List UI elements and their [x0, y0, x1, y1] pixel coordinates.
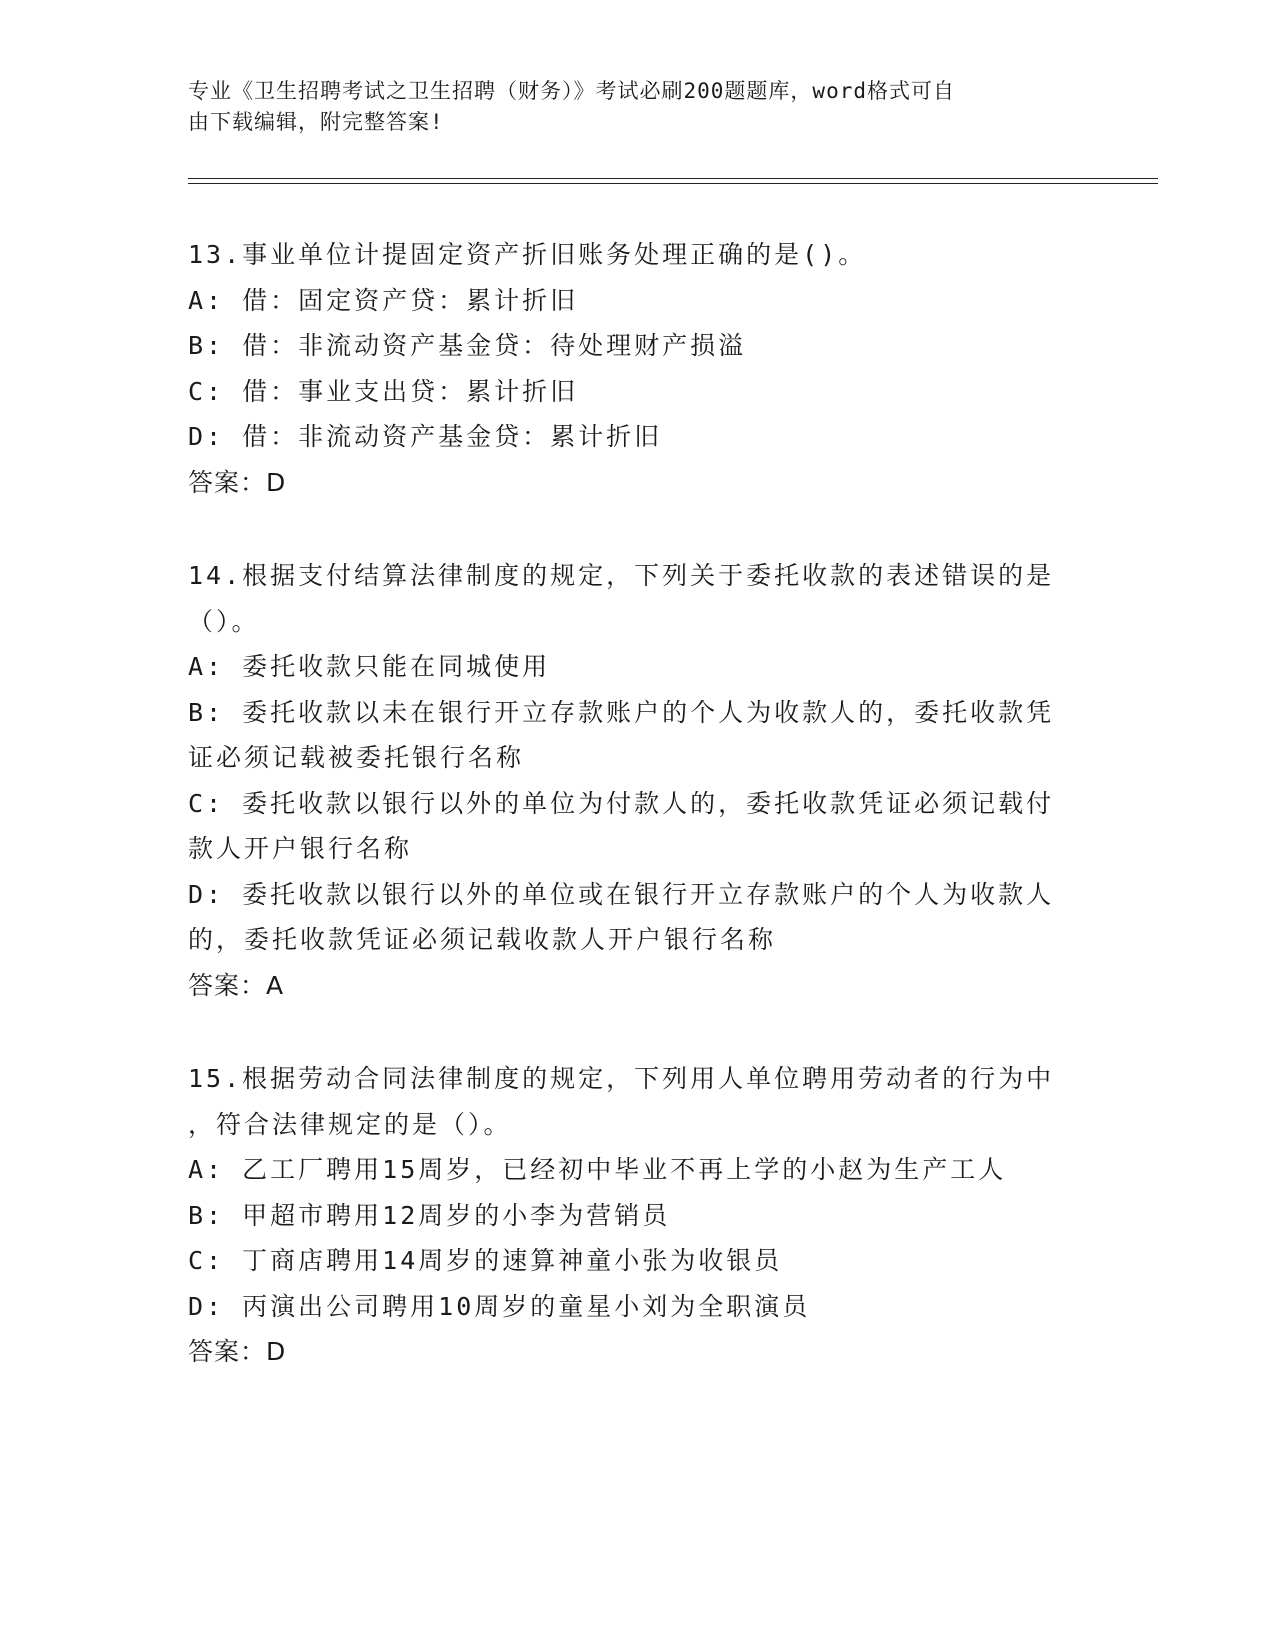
answer-line: 答案：A [188, 970, 285, 1000]
header-divider-top [188, 178, 1158, 179]
option-b: B: 借：非流动资产基金贷：待处理财产损溢 [188, 331, 747, 360]
option-d: D: 委托收款以银行以外的单位或在银行开立存款账户的个人为收款人 [188, 879, 1055, 909]
option-a: A: 借：固定资产贷：累计折旧 [188, 285, 579, 315]
header-divider-bottom [188, 183, 1158, 184]
intro-line-1: 专业《卫生招聘考试之卫生招聘（财务）》考试必刷200题题库，word格式可自 [188, 79, 955, 103]
option-c: C: 丁商店聘用14周岁的速算神童小张为收银员 [188, 1246, 783, 1275]
option-a: A: 委托收款只能在同城使用 [188, 652, 551, 681]
option-b: B: 甲超市聘用12周岁的小李为营销员 [188, 1200, 671, 1230]
option-c: C: 委托收款以银行以外的单位为付款人的，委托收款凭证必须记载付 [188, 788, 1055, 818]
question-14 [188, 553, 1078, 1008]
question-stem-continued: ，符合法律规定的是（）。 [188, 1109, 512, 1139]
option-c-continued: 款人开户银行名称 [188, 834, 413, 863]
option-a: A: 乙工厂聘用15周岁，已经初中毕业不再上学的小赵为生产工人 [188, 1155, 1007, 1184]
document-intro [188, 76, 1068, 138]
question-stem: 13.事业单位计提固定资产折旧账务处理正确的是()。 [188, 240, 867, 269]
option-b-continued: 证必须记载被委托银行名称 [188, 743, 525, 772]
option-b: B: 委托收款以未在银行开立存款账户的个人为收款人的，委托收款凭 [188, 697, 1055, 727]
answer-line: 答案：D [188, 1337, 287, 1366]
question-list [188, 232, 1078, 1423]
option-d-continued: 的，委托收款凭证必须记载收款人开户银行名称 [188, 925, 777, 954]
option-d: D: 借：非流动资产基金贷：累计折旧 [188, 422, 663, 451]
question-stem: 14.根据支付结算法律制度的规定，下列关于委托收款的表述错误的是 [188, 561, 1055, 590]
question-15 [188, 1056, 1078, 1375]
option-d: D: 丙演出公司聘用10周岁的童星小刘为全职演员 [188, 1291, 811, 1321]
option-c: C: 借：事业支出贷：累计折旧 [188, 376, 579, 406]
answer-line: 答案：D [188, 467, 287, 497]
intro-line-2: 由下载编辑，附完整答案! [188, 110, 444, 134]
question-13 [188, 232, 1078, 505]
question-stem-continued: （）。 [188, 606, 260, 636]
question-stem: 15.根据劳动合同法律制度的规定，下列用人单位聘用劳动者的行为中 [188, 1064, 1055, 1093]
